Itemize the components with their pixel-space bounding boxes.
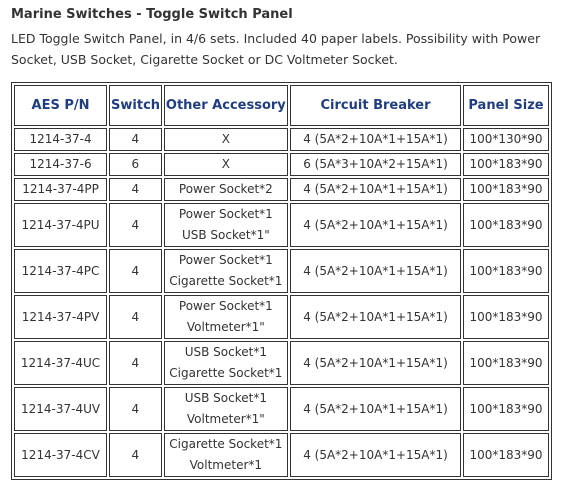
- cell-part-number: 1214-37-4PU: [14, 203, 107, 247]
- accessory-line: Power Socket*2: [178, 182, 273, 196]
- cell-accessory: [164, 153, 288, 176]
- cell-circuit-breaker: 4 (5A*2+10A*1+15A*1): [290, 433, 461, 477]
- cell-circuit-breaker: 4 (5A*2+10A*1+15A*1): [290, 341, 461, 385]
- cell-switch: 4: [109, 433, 162, 477]
- accessory-line: Power Socket*1: [178, 207, 273, 221]
- cell-switch: 4: [109, 387, 162, 431]
- cell-accessory: [164, 433, 288, 477]
- cell-switch: 4: [109, 128, 162, 151]
- cell-circuit-breaker: 4 (5A*2+10A*1+15A*1): [290, 128, 461, 151]
- cell-panel-size: 100*183*90: [463, 387, 549, 431]
- accessory-line: USB Socket*1": [181, 228, 270, 242]
- cell-switch: 4: [109, 249, 162, 293]
- accessory-line: Cigarette Socket*1: [169, 274, 283, 288]
- cell-panel-size: 100*130*90: [463, 128, 549, 151]
- cell-circuit-breaker: 4 (5A*2+10A*1+15A*1): [290, 178, 461, 201]
- cell-switch: 4: [109, 178, 162, 201]
- table-row: [14, 203, 549, 247]
- cell-circuit-breaker: 4 (5A*2+10A*1+15A*1): [290, 387, 461, 431]
- cell-part-number: 1214-37-4CV: [14, 433, 107, 477]
- header-other-accessory: Other Accessory: [164, 85, 288, 126]
- cell-part-number: 1214-37-4PP: [14, 178, 107, 201]
- cell-accessory: [164, 295, 288, 339]
- cell-circuit-breaker: 6 (5A*3+10A*2+15A*1): [290, 153, 461, 176]
- accessory-line: X: [221, 157, 230, 171]
- table-row: [14, 433, 549, 477]
- table-row: [14, 341, 549, 385]
- header-panel-size: Panel Size: [463, 85, 549, 126]
- cell-part-number: 1214-37-4PV: [14, 295, 107, 339]
- cell-part-number: 1214-37-4PC: [14, 249, 107, 293]
- header-circuit-breaker: Circuit Breaker: [290, 85, 461, 126]
- cell-panel-size: 100*183*90: [463, 178, 549, 201]
- cell-panel-size: 100*183*90: [463, 249, 549, 293]
- accessory-line: Power Socket*1: [178, 299, 273, 313]
- cell-panel-size: 100*183*90: [463, 203, 549, 247]
- cell-part-number: 1214-37-4UC: [14, 341, 107, 385]
- cell-panel-size: 100*183*90: [463, 153, 549, 176]
- accessory-line: Cigarette Socket*1: [169, 437, 283, 451]
- cell-part-number: 1214-37-4: [14, 128, 107, 151]
- accessory-line: USB Socket*1: [184, 345, 267, 359]
- cell-switch: 4: [109, 295, 162, 339]
- cell-accessory: [164, 387, 288, 431]
- cell-accessory: [164, 341, 288, 385]
- accessory-line: Cigarette Socket*1: [169, 366, 283, 380]
- cell-panel-size: 100*183*90: [463, 341, 549, 385]
- header-switch: Switch: [109, 85, 162, 126]
- product-description: LED Toggle Switch Panel, in 4/6 sets. Included 40 paper labels. Possibility with Power Socket, USB Socket, Cigarette Socket or DC Voltmeter Socket.: [11, 31, 541, 67]
- cell-accessory: [164, 203, 288, 247]
- cell-switch: 4: [109, 341, 162, 385]
- cell-panel-size: 100*183*90: [463, 433, 549, 477]
- table-body: [14, 128, 549, 477]
- accessory-line: USB Socket*1: [184, 391, 267, 405]
- page-title: Marine Switches - Toggle Switch Panel: [11, 7, 293, 22]
- accessory-line: Voltmeter*1": [186, 412, 265, 426]
- table-row: [14, 178, 549, 201]
- header-part-number: AES P/N: [14, 85, 107, 126]
- table-row: [14, 153, 549, 176]
- table-row: [14, 387, 549, 431]
- accessory-line: X: [221, 132, 230, 146]
- table-row: [14, 295, 549, 339]
- cell-circuit-breaker: 4 (5A*2+10A*1+15A*1): [290, 249, 461, 293]
- cell-circuit-breaker: 4 (5A*2+10A*1+15A*1): [290, 203, 461, 247]
- cell-part-number: 1214-37-4UV: [14, 387, 107, 431]
- table-header-row: [14, 85, 549, 126]
- cell-accessory: [164, 128, 288, 151]
- table-row: [14, 249, 549, 293]
- cell-panel-size: 100*183*90: [463, 295, 549, 339]
- cell-switch: 4: [109, 203, 162, 247]
- cell-switch: 6: [109, 153, 162, 176]
- cell-circuit-breaker: 4 (5A*2+10A*1+15A*1): [290, 295, 461, 339]
- accessory-line: Power Socket*1: [178, 253, 273, 267]
- table-row: [14, 128, 549, 151]
- accessory-line: Voltmeter*1": [186, 320, 265, 334]
- cell-accessory: [164, 178, 288, 201]
- spec-table: [11, 82, 552, 480]
- accessory-line: Voltmeter*1: [189, 458, 263, 472]
- cell-accessory: [164, 249, 288, 293]
- cell-part-number: 1214-37-6: [14, 153, 107, 176]
